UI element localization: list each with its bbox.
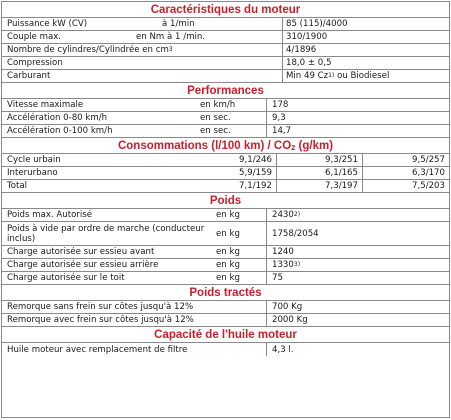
table-row [2,57,449,70]
row-value: 2000 Kg [272,315,308,325]
row-value: 1240 [272,247,294,257]
row-label: Remorque sans frein sur côtes jusqu'à 12% [7,302,194,312]
row-label: Charge autorisée sur essieu avant [7,247,155,257]
row-value-2: 9,3/251 [325,155,358,165]
section-title-poids: Poids [2,193,449,209]
row-value-1: 9,1/246 [239,155,272,165]
section-title-moteur: Caractéristiques du moteur [2,2,449,18]
table-row [2,259,449,272]
row-value: Min 49 Cz 1) ou Biodiesel [286,71,390,81]
spec-sheet [1,1,450,418]
row-label: Cycle urbain [7,155,61,165]
row-value-2: 6,1/165 [325,168,358,178]
row-label: Couple max. [7,32,62,42]
row-value: 85 (115)/4000 [286,19,348,29]
row-label: Accélération 0-100 km/h [7,126,113,136]
section-title-consommations: Consommations (l/100 $km) / CO_2$ (g/km) [2,138,449,154]
row-value: 1330 3) [272,260,301,270]
row-value: 1758/2054 [272,228,319,239]
row-value: 75 [272,273,283,283]
row-value: 700 Kg [272,302,303,312]
table-row [2,44,449,57]
row-value-1: 7,1/192 [239,181,272,191]
row-value-2: 7,3/197 [325,181,358,191]
row-unit: à 1/min [162,19,195,29]
table-row [2,18,449,31]
table-row [2,343,449,356]
row-label: Charge autorisée sur le toit [7,273,125,283]
row-label: Interurbano [7,168,58,178]
row-value-3: 9,5/257 [412,155,445,165]
row-value-1: 5,9/159 [239,168,272,178]
row-unit: en km/h [200,100,236,110]
table-row [2,246,449,259]
table-row [2,99,449,112]
table-row [2,154,449,167]
row-label: Nombre de cylindres/Cylindrée en cm 3 [7,45,173,55]
table-row [2,125,449,138]
table-row [2,314,449,327]
row-label: Carburant [7,71,51,81]
section-title-performances: Performances [2,83,449,99]
row-value: 4/1896 [286,45,317,55]
row-value: 9,3 [272,113,286,123]
row-label: Compression [7,58,63,68]
table-row [2,272,449,285]
row-unit: en kg [216,228,240,239]
row-unit: en Nm à 1 /min. [136,32,206,42]
table-row [2,180,449,193]
row-value: 4,3 l. [272,344,294,355]
table-row [2,31,449,44]
row-unit: en kg [216,247,240,257]
section-title-huile: Capacité de l'huile moteur [2,327,449,343]
row-label: Charge autorisée sur essieu arrière [7,260,159,270]
row-unit: en kg [216,273,240,283]
row-value: 18,0 ± 0,5 [286,58,332,68]
table-row [2,222,449,246]
row-value: 178 [272,100,289,110]
section-title-poids-tractes: Poids tractés [2,285,449,301]
row-value: 310/1900 [286,32,328,42]
row-label: Total [7,181,28,191]
row-label: Poids max. Autorisé [7,210,93,220]
table-row [2,167,449,180]
row-unit: en sec. [200,113,231,123]
row-value-3: 7,5/203 [412,181,445,191]
table-row [2,112,449,125]
table-row [2,70,449,83]
row-label: Vitesse maximale [7,100,84,110]
row-value: 14,7 [272,126,292,136]
row-value: 2430 2) [272,210,301,220]
row-label: Accélération 0-80 km/h [7,113,108,123]
row-label: Poids à vide par ordre de marche (conducteur inclus) [7,223,205,244]
table-row [2,301,449,314]
row-value-3: 6,3/170 [412,168,445,178]
row-unit: en kg [216,260,240,270]
table-row [2,209,449,222]
row-label: Puissance kW (CV) [7,19,88,29]
row-label: Huile moteur avec remplacement de filtre [7,344,188,355]
row-unit: en kg [216,210,240,220]
row-unit: en sec. [200,126,231,136]
row-label: Remorque avec frein sur côtes jusqu'à 12% [7,315,194,325]
